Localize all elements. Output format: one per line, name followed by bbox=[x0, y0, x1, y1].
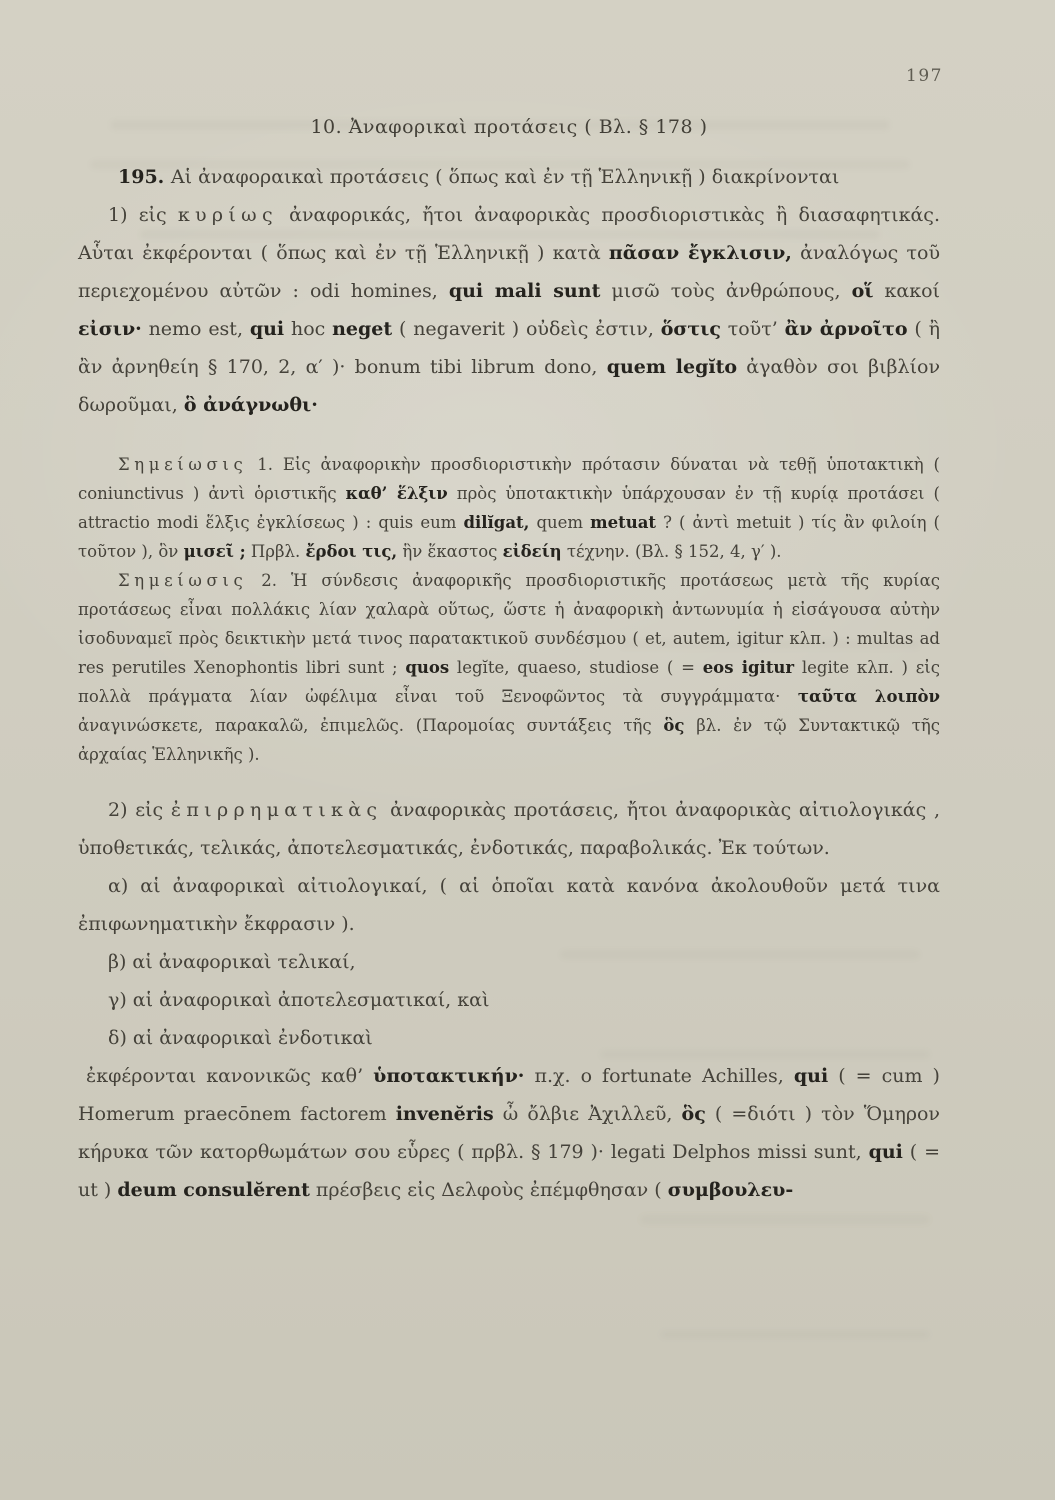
bold-run: ταῦτα λοιπὸν bbox=[797, 687, 940, 706]
text-run: ( = cum ) Homerum praecōnem factorem bbox=[78, 1065, 940, 1125]
text-run: ἀναγινώσκετε, παρακαλῶ, ἐπιμελῶς. (Παρομοίας συντάξεις τῆς bbox=[78, 716, 664, 735]
text-run: Πρβλ. bbox=[245, 542, 306, 561]
text-run: quem bbox=[529, 513, 591, 532]
text-run: ἣν ἕκαστος bbox=[397, 542, 503, 561]
text-run: πρέσβεις εἰς Δελφοὺς ἐπέμφθησαν ( bbox=[309, 1179, 668, 1201]
text-run: κακοί bbox=[873, 280, 941, 302]
text-run: legĭte, quaeso, studiose ( = bbox=[449, 658, 703, 677]
paragraph-item-gamma bbox=[78, 981, 940, 1019]
text-run: Σημείωσις bbox=[118, 455, 248, 474]
page-content bbox=[78, 158, 940, 1209]
page-number: 197 bbox=[906, 66, 943, 86]
text-run: ἀγαθὸν σοι βιβλίον δωροῦμαι, bbox=[78, 356, 941, 416]
bold-run: qui bbox=[793, 1065, 829, 1087]
bold-run: dilĭgat, bbox=[463, 513, 530, 532]
text-run: nemo est, bbox=[141, 318, 250, 340]
note-1 bbox=[78, 450, 940, 566]
bold-run: ὃ ἀνάγνωθι· bbox=[183, 394, 318, 416]
text-run: π.χ. o fortunate Achilles, bbox=[524, 1065, 794, 1087]
bold-run: neget bbox=[332, 318, 393, 340]
bold-run: 195. bbox=[118, 166, 171, 188]
bold-run: quem legĭto bbox=[606, 356, 738, 378]
text-run: β) αἱ ἀναφορικαὶ τελικαί, bbox=[108, 951, 356, 973]
text-run: 1. Εἰς ἀναφορικὴν προσδιοριστικὴν πρότασιν δύναται νὰ τεθῇ ὑποτακτικὴ ( coniunctivus ) ἀντὶ ὁριστικῆς bbox=[78, 455, 940, 503]
paragraph-195 bbox=[78, 158, 940, 196]
bold-run: ὃς bbox=[663, 716, 685, 735]
text-run: legite κλπ. ) εἰς πολλὰ πράγματα λίαν ὠφέλιμα εἶναι τοῦ Ξενοφῶντος τὰ συγγράμματα· bbox=[78, 658, 940, 706]
text-run: γ) αἱ ἀναφορικαὶ ἀποτελεσματικαί, καὶ bbox=[108, 989, 490, 1011]
text-run: 2. Ἡ σύνδεσις ἀναφορικῆς προσδιοριστικῆς προτάσεως μετὰ τῆς κυρίας προτάσεως εἶναι πολλάκις λίαν χαλαρὰ οὕτως, ὥστε ἡ ἀναφορικὴ ἀντωνυμία ἡ εἰσάγουσα αὐτὴν ἰσοδυναμεῖ πρὸς δεικτικὴν μετά τινος παρατακτικοῦ συνδέσμου ( et, autem, igitur κλπ. ) : multas ad res perutiles Xenophontis libri sunt ; bbox=[78, 571, 940, 677]
bold-run: qui mali sunt bbox=[448, 280, 601, 302]
bold-run: συμβουλευ- bbox=[667, 1179, 794, 1201]
text-run: ἐπιρρηματικὰς bbox=[170, 799, 383, 821]
text-run: α) αἱ ἀναφορικαὶ αἰτιολογικαί, ( αἱ ὁποῖαι κατὰ κανόνα ἀκολουθοῦν μετά τινα ἐπιφωνηματικὴν ἔκφρασιν ). bbox=[78, 875, 940, 935]
bold-run: eos igitur bbox=[702, 658, 795, 677]
paragraph-item-2 bbox=[78, 791, 940, 867]
bold-run: ὃς bbox=[681, 1103, 706, 1125]
text-run: ἀναφορικάς, ἤτοι ἀναφορικὰς προσδιοριστικὰς ἢ διασαφητικάς. Αὗται ἐκφέρονται ( ὅπως καὶ ἐν τῇ Ἑλληνικῇ ) κατὰ bbox=[78, 204, 940, 264]
show-through-texture bbox=[640, 1215, 930, 1224]
bold-run: quos bbox=[405, 658, 450, 677]
text-run: 2) εἰς bbox=[108, 799, 171, 821]
text-run: ( ἢ ἂν ἀρνηθείη § 170, 2, α′ )· bonum tibi librum dono, bbox=[78, 318, 941, 378]
bold-run: πᾶσαν ἔγκλισιν, bbox=[608, 242, 792, 264]
paragraph-conclusion bbox=[78, 1057, 940, 1209]
paragraph-item-beta bbox=[78, 943, 940, 981]
text-run: ἀναφορικὰς προτάσεις, ἤτοι ἀναφορικὰς αἰτιολογικάς , ὑποθετικάς, τελικάς, ἀποτελεσματικάς, ἐνδοτικάς, παραβολικάς. Ἐκ τούτων. bbox=[78, 799, 940, 859]
text-run: ( = ut ) bbox=[78, 1141, 940, 1201]
text-run: δ) αἱ ἀναφορικαὶ ἐνδοτικαὶ bbox=[108, 1027, 373, 1049]
bold-run: οἵ bbox=[851, 280, 874, 302]
paragraph-item-delta bbox=[78, 1019, 940, 1057]
bold-run: ὅστις bbox=[660, 318, 721, 340]
text-run: μισῶ τοὺς ἀνθρώπους, bbox=[600, 280, 852, 302]
text-run: κυρίως bbox=[177, 204, 278, 226]
bold-run: εἰσιν· bbox=[78, 318, 142, 340]
bold-run: καθ’ ἕλξιν bbox=[345, 484, 448, 503]
section-heading: 10. Ἀναφορικαὶ προτάσεις ( Βλ. § 178 ) bbox=[310, 116, 708, 138]
bold-run: qui bbox=[868, 1141, 903, 1163]
text-run: Σημείωσις bbox=[118, 571, 248, 590]
text-run: τέχνην. (Βλ. § 152, 4, γ′ ). bbox=[561, 542, 782, 561]
bold-run: εἰδείη bbox=[502, 542, 562, 561]
note-2 bbox=[78, 566, 940, 769]
text-run: 1) εἰς bbox=[108, 204, 178, 226]
text-run: Αἱ ἀναφοραικαὶ προτάσεις ( ὅπως καὶ ἐν τῇ Ἑλληνικῇ ) διακρίνονται bbox=[170, 166, 840, 188]
text-run: τοῦτ’ bbox=[720, 318, 785, 340]
bold-run: invenĕris bbox=[395, 1103, 494, 1125]
text-run: ( =διότι ) τὸν Ὅμηρον κήρυκα τῶν κατορθωμάτων σου εὗρες ( πρβλ. § 179 )· legati Delphos missi sunt, bbox=[78, 1103, 940, 1163]
paragraph-item-1 bbox=[78, 196, 940, 424]
text-run: ἀναλόγως τοῦ περιεχομένου αὐτῶν : odi homines, bbox=[78, 242, 940, 302]
text-run: πρὸς ὑποτακτικὴν ὑπάρχουσαν ἐν τῇ κυρίᾳ προτάσει ( attractio modi ἕλξις ἐγκλίσεως ) : quis eum bbox=[78, 484, 940, 532]
text-run: hoc bbox=[284, 318, 333, 340]
bold-run: deum consulĕrent bbox=[117, 1179, 310, 1201]
text-run: ( negaverit ) οὐδεὶς ἐστιν, bbox=[392, 318, 661, 340]
bold-run: ἔρδοι τις, bbox=[305, 542, 398, 561]
bold-run: ὑποτακτικήν· bbox=[373, 1065, 525, 1087]
text-run: βλ. ἐν τῷ Συντακτικῷ τῆς ἀρχαίας Ἑλληνικῆς ). bbox=[78, 716, 940, 764]
text-run: ὦ ὄλβιε Ἀχιλλεῦ, bbox=[493, 1103, 682, 1125]
bold-run: ἂν ἀρνοῖτο bbox=[784, 318, 908, 340]
bold-run: μισεῖ ; bbox=[183, 542, 246, 561]
show-through-texture bbox=[660, 1330, 930, 1339]
bold-run: qui bbox=[249, 318, 285, 340]
text-run: ἐκφέρονται κανονικῶς καθ’ bbox=[86, 1065, 374, 1087]
text-run: ? ( ἀντὶ metuit ) τίς ἂν φιλοίη ( τοῦτον ), ὃν bbox=[78, 513, 940, 561]
paragraph-item-alpha bbox=[78, 867, 940, 943]
bold-run: metuat bbox=[590, 513, 657, 532]
